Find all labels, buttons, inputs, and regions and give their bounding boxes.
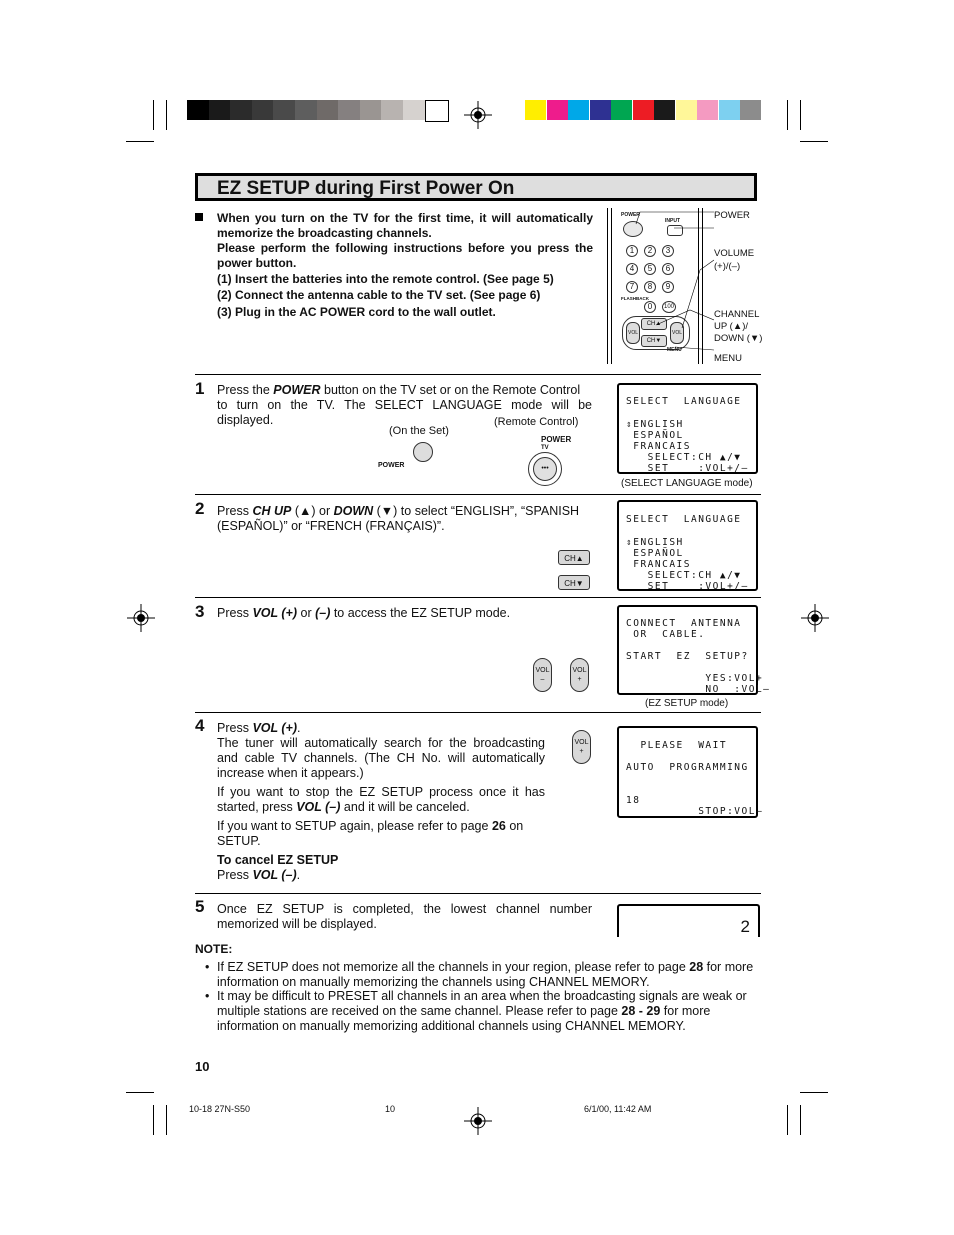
osd-line: SELECT:CH ▲/▼ xyxy=(626,570,742,581)
gray-swatch xyxy=(338,100,360,120)
osd-line: PLEASE WAIT xyxy=(626,740,728,751)
remote-control-caption: (Remote Control) xyxy=(494,416,579,428)
step-4-again-2: SETUP. xyxy=(217,834,261,848)
color-swatch xyxy=(547,100,568,120)
footer-page: 10 xyxy=(385,1104,396,1114)
title-text: EZ SETUP during First Power On xyxy=(217,178,515,199)
gray-swatch xyxy=(230,100,252,120)
label-channel-up: UP (▲)/ xyxy=(714,321,749,332)
label-menu: MENU xyxy=(714,353,742,364)
remote-number-key[interactable]: 6 xyxy=(662,263,674,275)
remote-tv-label: TV xyxy=(541,445,549,451)
step-3-line-1: Press VOL (+) or (–) to access the EZ SETUP mode. xyxy=(217,606,511,620)
osd-line: ⇕ENGLISH xyxy=(626,419,684,430)
gray-swatch xyxy=(317,100,339,120)
callout-lines xyxy=(630,210,714,370)
step-4-para-1: The tuner will automatically search for the broadcasting xyxy=(217,736,545,750)
osd-line: SELECT LANGUAGE xyxy=(626,514,742,525)
label-power: POWER xyxy=(714,210,750,221)
step-4-line-1: Press VOL (+). xyxy=(217,721,301,735)
divider xyxy=(195,597,761,598)
remote-vol-plus-button[interactable]: VOL xyxy=(670,322,684,344)
osd-line: AUTO PROGRAMMING xyxy=(626,762,749,773)
osd-line: SELECT:CH ▲/▼ xyxy=(626,452,742,463)
color-swatch xyxy=(611,100,632,120)
select-language-screen-2 xyxy=(617,500,758,591)
section-title xyxy=(195,173,757,201)
color-swatch xyxy=(525,100,546,120)
footer-file: 10-18 27N-S50 xyxy=(189,1104,251,1114)
step-4-number: 4 xyxy=(195,716,205,735)
set-power-button[interactable] xyxy=(413,442,433,462)
remote-power-tv-button[interactable]: ••• xyxy=(528,452,562,486)
remote-number-key[interactable]: 0 xyxy=(644,301,656,313)
ez-setup-screen xyxy=(617,605,771,695)
bullet-square xyxy=(195,213,203,221)
osd-line: SET :VOL+/– xyxy=(626,581,749,592)
cancel-heading: To cancel EZ SETUP xyxy=(217,853,339,867)
step-3-number: 3 xyxy=(195,602,205,621)
on-set-caption: (On the Set) xyxy=(389,425,449,437)
note-heading: NOTE: xyxy=(195,942,233,956)
auto-programming-screen xyxy=(617,726,764,818)
step-4-stop-1: If you want to stop the EZ SETUP process once it has xyxy=(217,785,545,799)
step-4-stop-2: started, press VOL (–) and it will be canceled. xyxy=(217,800,470,814)
select-language-caption: (SELECT LANGUAGE mode) xyxy=(621,478,753,489)
gray-swatch xyxy=(425,100,449,122)
cancel-instruction: Press VOL (–). xyxy=(217,868,301,882)
label-channel-down: DOWN (▼) xyxy=(714,333,763,344)
note-item-1: • If EZ SETUP does not memorize all the channels in your region, please refer to page 28 for more information on manually memorizing the channels using CHANNEL MEMORY. xyxy=(205,960,754,989)
remote-number-key[interactable]: 7 xyxy=(626,281,638,293)
vol-plus-button-step4[interactable]: VOL + xyxy=(572,730,591,764)
remote-menu-text: MENU xyxy=(667,347,682,353)
step-1-line-3: displayed. xyxy=(217,413,274,427)
step-1-line-1: Press the POWER button on the TV set or on the Remote Control xyxy=(217,383,581,397)
gray-swatch xyxy=(403,100,425,120)
remote-input-text: INPUT xyxy=(665,218,680,224)
ez-setup-caption: (EZ SETUP mode) xyxy=(645,698,729,709)
step-2-number: 2 xyxy=(195,499,205,518)
remote-number-key[interactable]: 1 xyxy=(626,245,638,257)
osd-line: 18 xyxy=(626,795,641,806)
osd-line: CONNECT ANTENNA xyxy=(626,618,742,629)
label-volume: VOLUME xyxy=(714,248,755,259)
remote-number-key[interactable]: 9 xyxy=(662,281,674,293)
remote-flashback-text: FLASHBACK xyxy=(621,296,649,301)
osd-line: SELECT LANGUAGE xyxy=(626,396,742,407)
registration-mark-left xyxy=(127,604,155,632)
step-2-line-2: (ESPAÑOL)” or “FRENCH (FRANÇAIS)”. xyxy=(217,519,445,533)
vol-minus-button[interactable]: VOL – xyxy=(533,658,552,692)
osd-line: FRANCAIS xyxy=(626,441,691,452)
channel-number: 2 xyxy=(740,917,750,936)
remote-power-label: POWER xyxy=(541,435,572,444)
remote-ch-up-button[interactable]: CH▲ xyxy=(641,318,667,330)
osd-line: ⇕ENGLISH xyxy=(626,537,684,548)
divider xyxy=(195,893,761,894)
intro-step-antenna: (2) Connect the antenna cable to the TV set. (See page 6) xyxy=(217,288,541,302)
channel-display-screen xyxy=(617,904,760,937)
color-swatch xyxy=(719,100,740,120)
gray-swatch xyxy=(252,100,274,120)
divider xyxy=(195,494,761,495)
osd-line: NO :VOL– xyxy=(626,684,771,695)
step-1-number: 1 xyxy=(195,379,205,398)
remote-number-key[interactable]: 8 xyxy=(644,281,656,293)
remote-number-key[interactable]: 5 xyxy=(644,263,656,275)
label-volume-sign: (+)/(–) xyxy=(714,261,741,272)
intro-step-power-cord: (3) Plug in the AC POWER cord to the wall outlet. xyxy=(217,305,496,319)
intro-step-batteries: (1) Insert the batteries into the remote control. (See page 5) xyxy=(217,272,554,286)
osd-line: OR CABLE. xyxy=(626,629,706,640)
intro-line-2: memorize the broadcasting channels. xyxy=(217,226,432,240)
step-4-again-1: If you want to SETUP again, please refer to page 26 on xyxy=(217,819,524,833)
page-number: 10 xyxy=(195,1059,210,1074)
intro-line-1: When you turn on the TV for the first time, it will automatically xyxy=(217,211,593,225)
color-swatch xyxy=(740,100,761,120)
divider xyxy=(195,712,761,713)
osd-line: ESPAÑOL xyxy=(626,548,684,559)
footer-date: 6/1/00, 11:42 AM xyxy=(584,1104,652,1114)
intro-line-3: Please perform the following instructions before you press the xyxy=(217,241,593,255)
step-5-line-2: memorized will be displayed. xyxy=(217,917,377,931)
registration-mark-bottom xyxy=(464,1107,492,1135)
remote-number-key[interactable]: 2 xyxy=(644,245,656,257)
gray-swatch xyxy=(381,100,403,120)
step-4-para-3: increase when it appears.) xyxy=(217,766,364,780)
color-swatch xyxy=(676,100,697,120)
osd-line: SET :VOL+/– xyxy=(626,463,749,474)
color-swatch xyxy=(633,100,654,120)
color-swatch xyxy=(697,100,718,120)
label-channel: CHANNEL xyxy=(714,309,760,320)
step-5-number: 5 xyxy=(195,897,205,916)
gray-swatch xyxy=(273,100,295,120)
osd-line: STOP:VOL– xyxy=(626,806,764,817)
step-5-line-1: Once EZ SETUP is completed, the lowest channel number xyxy=(217,902,592,916)
divider xyxy=(195,374,761,375)
color-swatch xyxy=(654,100,675,120)
intro-line-4: power button. xyxy=(217,256,297,270)
color-swatch xyxy=(568,100,589,120)
note-item-2: • It may be difficult to PRESET all channels in an area when the broadcasting signals are weak or multiple stations are received on the same channel. Please refer to page 28 - 29 for more information on manually memorizing additional channels using CHANNEL MEMORY. xyxy=(205,989,747,1033)
osd-line: START EZ SETUP? xyxy=(626,651,749,662)
set-power-label: POWER xyxy=(378,462,405,469)
ch-up-button[interactable]: CH▲ xyxy=(558,550,590,565)
gray-swatch xyxy=(360,100,382,120)
gray-swatch xyxy=(187,100,209,120)
select-language-screen-1 xyxy=(617,383,758,474)
ch-down-button[interactable]: CH▼ xyxy=(558,575,590,590)
gray-swatch xyxy=(209,100,231,120)
color-swatch xyxy=(590,100,611,120)
remote-number-key[interactable]: 100 xyxy=(662,301,676,313)
remote-number-key[interactable]: 4 xyxy=(626,263,638,275)
vol-plus-button[interactable]: VOL + xyxy=(570,658,589,692)
remote-number-key[interactable]: 3 xyxy=(662,245,674,257)
remote-ch-down-button[interactable]: CH▼ xyxy=(641,335,667,347)
registration-mark-right xyxy=(801,604,829,632)
remote-vol-minus-button[interactable]: VOL xyxy=(626,322,640,344)
gray-swatch xyxy=(295,100,317,120)
osd-line: YES:VOL+ xyxy=(626,673,764,684)
step-4-para-2: and cable TV channels. (The CH No. will automatically xyxy=(217,751,545,765)
registration-mark-top xyxy=(464,101,492,129)
remote-power-text: POWER xyxy=(621,212,640,218)
step-1-line-2: to turn on the TV. The SELECT LANGUAGE mode will be xyxy=(217,398,592,412)
osd-line: FRANCAIS xyxy=(626,559,691,570)
step-2-line-1: Press CH UP (▲) or DOWN (▼) to select “ENGLISH”, “SPANISH xyxy=(217,504,580,518)
osd-line: ESPAÑOL xyxy=(626,430,684,441)
